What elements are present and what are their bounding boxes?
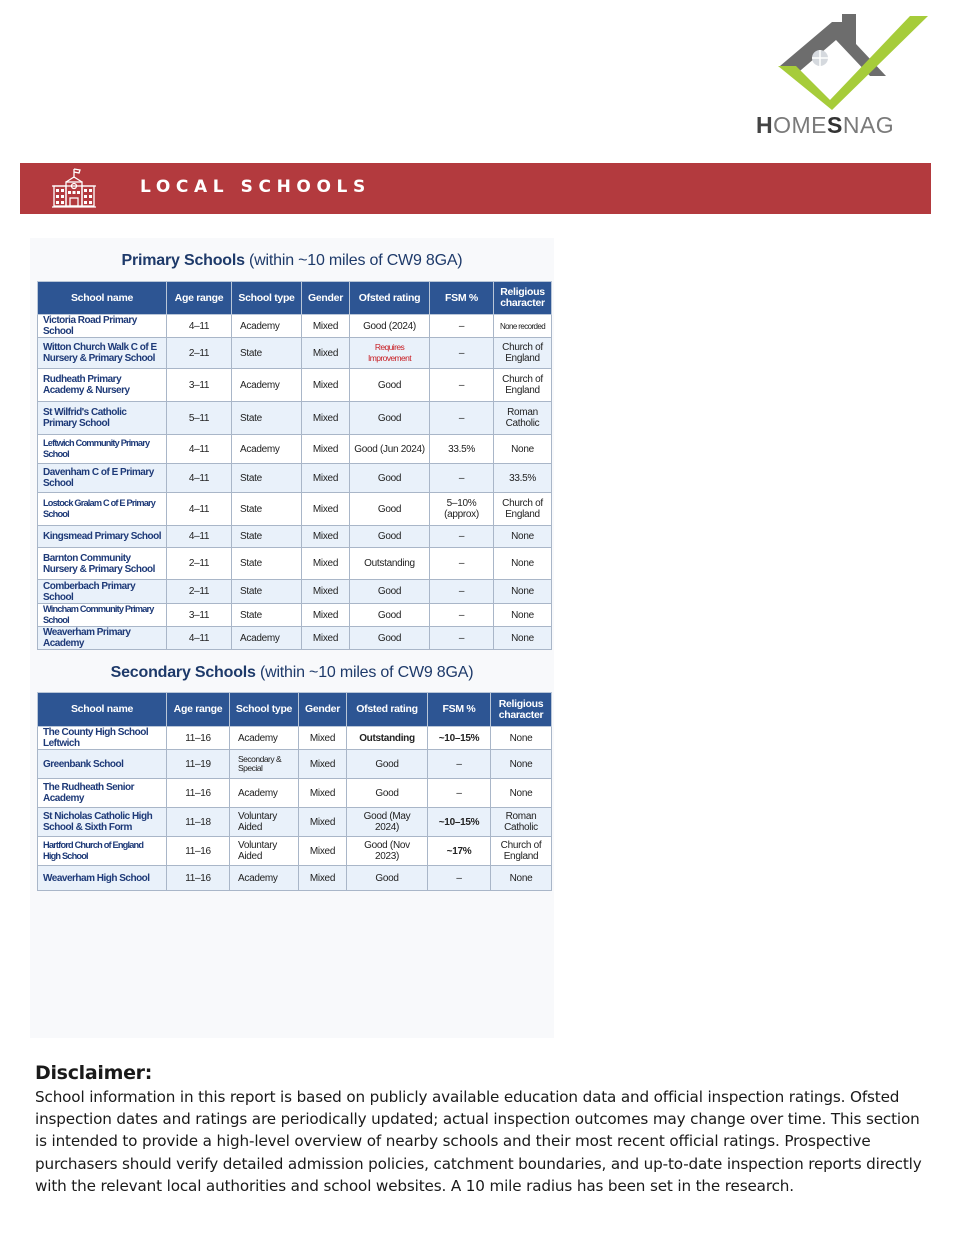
school-name: Rudheath Primary Academy & Nursery: [38, 369, 167, 402]
ofsted-rating: Good: [347, 779, 428, 808]
school-type: State: [232, 526, 302, 548]
table-header-row: [38, 282, 552, 315]
school-type: State: [232, 604, 302, 627]
school-name: The County High School Leftwich: [38, 727, 167, 750]
school-name: Weaverham High School: [38, 866, 167, 891]
column-header: FSM %: [428, 693, 491, 727]
table-row: [38, 627, 552, 650]
age-range: 3–11: [167, 604, 232, 627]
column-header: Religious character: [491, 693, 552, 727]
age-range: 4–11: [167, 627, 232, 650]
fsm-percent: –: [430, 627, 494, 650]
column-header: Gender: [299, 693, 347, 727]
fsm-percent: –: [430, 548, 494, 580]
age-range: 11–16: [167, 779, 230, 808]
disclaimer-heading: Disclaimer:: [35, 1062, 153, 1084]
table-row: [38, 402, 552, 435]
school-name: Leftwich Community Primary School: [38, 435, 167, 464]
table-row: [38, 464, 552, 493]
age-range: 4–11: [167, 526, 232, 548]
section-banner: [20, 163, 931, 214]
fsm-percent: –: [430, 580, 494, 604]
column-header: School type: [230, 693, 299, 727]
fsm-percent: ~10–15%: [428, 808, 491, 837]
gender: Mixed: [302, 402, 350, 435]
fsm-percent: –: [430, 604, 494, 627]
table-header-row: [38, 693, 552, 727]
age-range: 11–16: [167, 866, 230, 891]
religious-character: Roman Catholic: [494, 402, 552, 435]
table-row: [38, 369, 552, 402]
fsm-percent: –: [428, 779, 491, 808]
gender: Mixed: [302, 526, 350, 548]
column-header: Ofsted rating: [347, 693, 428, 727]
gender: Mixed: [299, 727, 347, 750]
age-range: 4–11: [167, 315, 232, 338]
banner-title: LOCAL SCHOOLS: [140, 177, 371, 197]
table-row: [38, 750, 552, 779]
school-type: State: [232, 464, 302, 493]
fsm-percent: ~17%: [428, 837, 491, 866]
gender: Mixed: [302, 627, 350, 650]
fsm-percent: 33.5%: [430, 435, 494, 464]
school-type: Academy: [230, 866, 299, 891]
column-header: Religious character: [494, 282, 552, 315]
school-name: Davenham C of E Primary School: [38, 464, 167, 493]
school-type: Academy: [232, 369, 302, 402]
school-type: State: [232, 580, 302, 604]
school-name: Victoria Road Primary School: [38, 315, 167, 338]
fsm-percent: 5–10% (approx): [430, 493, 494, 526]
table-row: [38, 837, 552, 866]
ofsted-rating: Good: [350, 402, 430, 435]
gender: Mixed: [299, 750, 347, 779]
religious-character: None recorded: [494, 315, 552, 338]
secondary-schools-title: Secondary Schools (within ~10 miles of CW9 8GA): [110, 664, 474, 681]
table-row: [38, 604, 552, 627]
school-building-icon: [50, 167, 98, 209]
religious-character: None: [494, 548, 552, 580]
school-name: Barnton Community Nursery & Primary School: [38, 548, 167, 580]
religious-character: None: [494, 580, 552, 604]
gender: Mixed: [302, 580, 350, 604]
ofsted-rating: Good: [350, 627, 430, 650]
age-range: 4–11: [167, 493, 232, 526]
table-row: [38, 493, 552, 526]
ofsted-rating: Outstanding: [347, 727, 428, 750]
ofsted-rating: Good (Jun 2024): [350, 435, 430, 464]
gender: Mixed: [302, 493, 350, 526]
column-header: Age range: [167, 693, 230, 727]
table-row: [38, 779, 552, 808]
fsm-percent: –: [430, 526, 494, 548]
school-name: Kingsmead Primary School: [38, 526, 167, 548]
table-row: [38, 435, 552, 464]
religious-character: None: [494, 435, 552, 464]
school-type: State: [232, 402, 302, 435]
religious-character: None: [491, 866, 552, 891]
ofsted-rating: Outstanding: [350, 548, 430, 580]
religious-character: Church of England: [494, 493, 552, 526]
age-range: 4–11: [167, 435, 232, 464]
school-type: Academy: [230, 779, 299, 808]
column-header: Ofsted rating: [350, 282, 430, 315]
fsm-percent: –: [430, 315, 494, 338]
schools-tables: [30, 238, 554, 1038]
gender: Mixed: [299, 837, 347, 866]
age-range: 11–19: [167, 750, 230, 779]
ofsted-rating: Good: [350, 580, 430, 604]
school-name: Witton Church Walk C of E Nursery & Primary School: [38, 338, 167, 369]
school-name: Comberbach Primary School: [38, 580, 167, 604]
school-type: State: [232, 548, 302, 580]
gender: Mixed: [299, 808, 347, 837]
gender: Mixed: [302, 548, 350, 580]
column-header: School name: [38, 693, 167, 727]
disclaimer-text: School information in this report is based on publicly available education data and official inspection ratings. Ofsted inspection dates and ratings are periodically updated; actual inspection outcomes may change over time. This section is intended to provide a high-level overview of nearby schools and their most recent official ratings. Prospective purchasers should verify detailed admission policies, catchment boundaries, and up-to-date inspection reports directly with the relevant local authorities and school websites. A 10 mile radius has been set in the research.: [35, 1088, 922, 1195]
ofsted-rating: Good: [347, 866, 428, 891]
religious-character: None: [491, 750, 552, 779]
ofsted-rating: Good (Nov 2023): [347, 837, 428, 866]
gender: Mixed: [302, 369, 350, 402]
school-name: Lostock Gralam C of E Primary School: [38, 493, 167, 526]
ofsted-rating: Good: [350, 604, 430, 627]
religious-character: None: [491, 779, 552, 808]
school-type: Voluntary Aided: [230, 808, 299, 837]
ofsted-rating: Good (May 2024): [347, 808, 428, 837]
gender: Mixed: [302, 435, 350, 464]
gender: Mixed: [302, 338, 350, 369]
religious-character: Roman Catholic: [491, 808, 552, 837]
column-header: FSM %: [430, 282, 494, 315]
fsm-percent: ~10–15%: [428, 727, 491, 750]
religious-character: Church of England: [494, 369, 552, 402]
fsm-percent: –: [430, 464, 494, 493]
age-range: 2–11: [167, 338, 232, 369]
school-type: State: [232, 493, 302, 526]
school-type: State: [232, 338, 302, 369]
age-range: 3–11: [167, 369, 232, 402]
age-range: 4–11: [167, 464, 232, 493]
school-type: Secondary & Special: [230, 750, 299, 779]
school-name: St Wilfrid's Catholic Primary School: [38, 402, 167, 435]
school-type: Academy: [232, 627, 302, 650]
ofsted-rating: Requires Improvement: [350, 338, 430, 369]
ofsted-rating: Good: [350, 493, 430, 526]
age-range: 11–18: [167, 808, 230, 837]
ofsted-rating: Good: [350, 369, 430, 402]
school-name: Wincham Community Primary School: [38, 604, 167, 627]
school-type: Academy: [230, 727, 299, 750]
religious-character: 33.5%: [494, 464, 552, 493]
gender: Mixed: [302, 315, 350, 338]
gender: Mixed: [299, 779, 347, 808]
table-row: [38, 315, 552, 338]
gender: Mixed: [302, 464, 350, 493]
fsm-percent: –: [428, 750, 491, 779]
school-name: Hartford Church of England High School: [38, 837, 167, 866]
age-range: 5–11: [167, 402, 232, 435]
age-range: 11–16: [167, 727, 230, 750]
gender: Mixed: [302, 604, 350, 627]
ofsted-rating: Good (2024): [350, 315, 430, 338]
column-header: Gender: [302, 282, 350, 315]
table-row: [38, 580, 552, 604]
religious-character: None: [494, 627, 552, 650]
religious-character: Church of England: [491, 837, 552, 866]
primary-schools-table: [37, 281, 552, 650]
primary-schools-title: Primary Schools (within ~10 miles of CW9 8GA): [121, 252, 463, 269]
school-name: Weaverham Primary Academy: [38, 627, 167, 650]
fsm-percent: –: [428, 866, 491, 891]
school-type: Voluntary Aided: [230, 837, 299, 866]
brand-wordmark: HOMESNAG: [756, 112, 895, 138]
ofsted-rating: Good: [350, 526, 430, 548]
column-header: Age range: [167, 282, 232, 315]
school-name: Greenbank School: [38, 750, 167, 779]
religious-character: None: [491, 727, 552, 750]
column-header: School name: [38, 282, 167, 315]
fsm-percent: –: [430, 369, 494, 402]
school-name: The Rudheath Senior Academy: [38, 779, 167, 808]
column-header: School type: [232, 282, 302, 315]
table-row: [38, 526, 552, 548]
table-row: [38, 866, 552, 891]
school-name: St Nicholas Catholic High School & Sixth Form: [38, 808, 167, 837]
religious-character: Church of England: [494, 338, 552, 369]
age-range: 2–11: [167, 548, 232, 580]
ofsted-rating: Good: [347, 750, 428, 779]
disclaimer-section: [35, 1062, 935, 1197]
age-range: 11–16: [167, 837, 230, 866]
fsm-percent: –: [430, 338, 494, 369]
table-row: [38, 727, 552, 750]
table-row: [38, 548, 552, 580]
house-check-logo-icon: [752, 14, 934, 114]
fsm-percent: –: [430, 402, 494, 435]
gender: Mixed: [299, 866, 347, 891]
ofsted-rating: Good: [350, 464, 430, 493]
table-row: [38, 338, 552, 369]
religious-character: None: [494, 604, 552, 627]
school-type: Academy: [232, 435, 302, 464]
secondary-schools-table: [37, 692, 552, 891]
school-type: Academy: [232, 315, 302, 338]
table-row: [38, 808, 552, 837]
religious-character: None: [494, 526, 552, 548]
homesnag-logo: [752, 14, 934, 138]
age-range: 2–11: [167, 580, 232, 604]
